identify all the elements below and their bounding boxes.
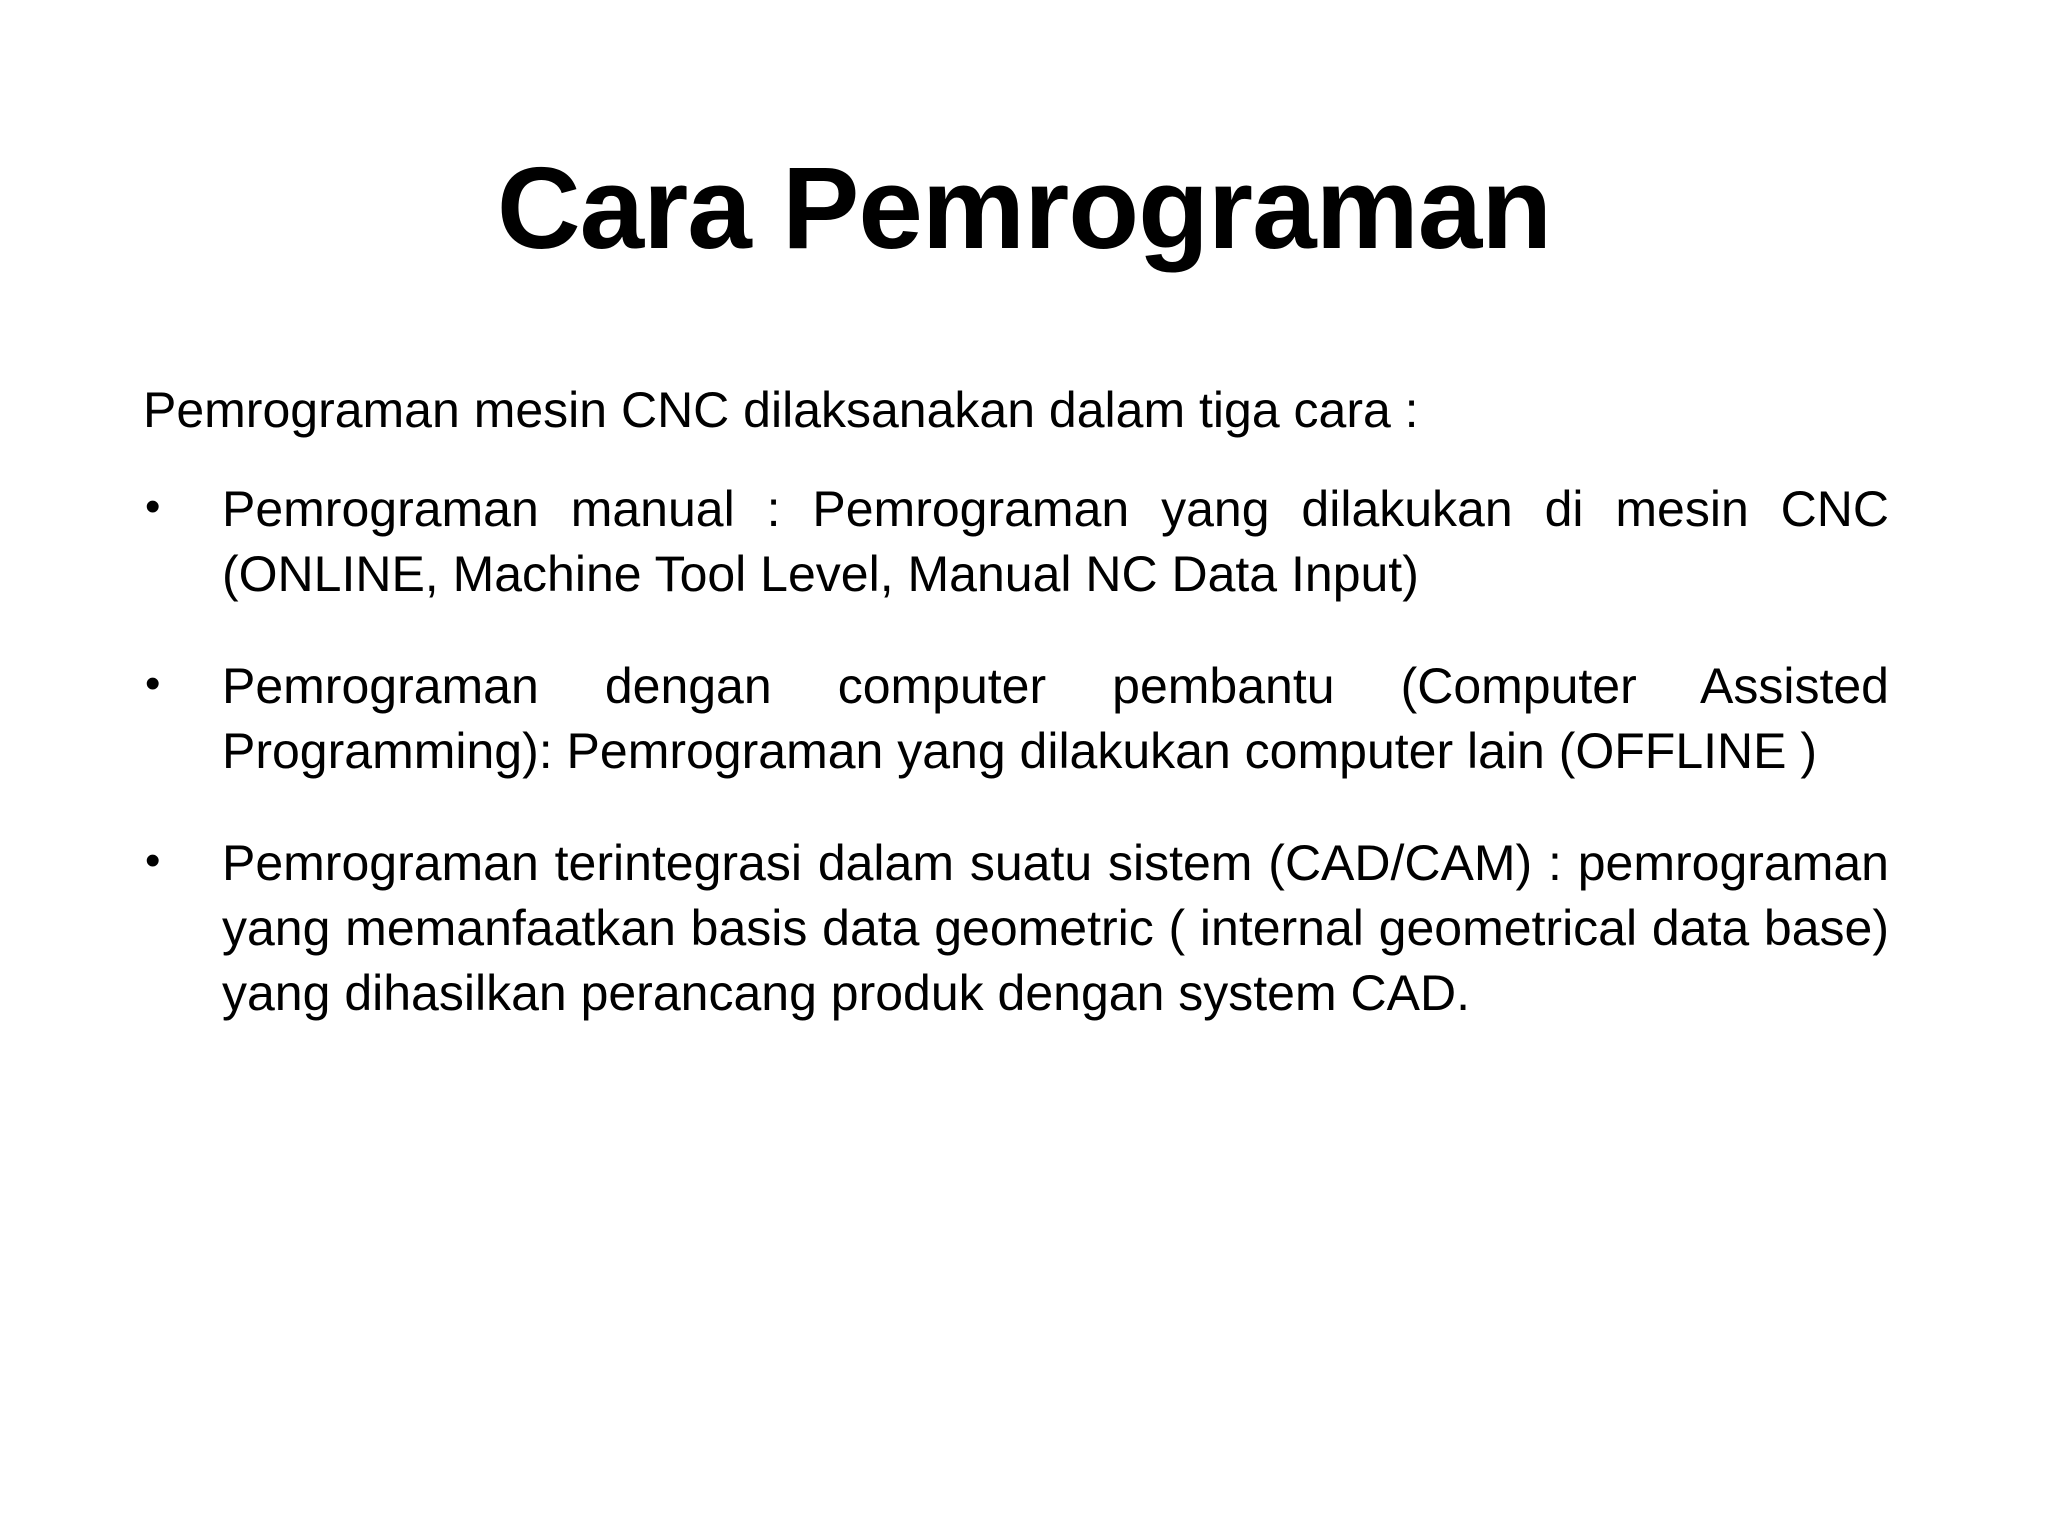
bullet-item-manual [143,477,1889,607]
intro-text: Pemrograman mesin CNC dilaksanakan dalam tiga cara : [143,382,1419,438]
bullet-text: Pemrograman manual : Pemrograman yang dilakukan di mesin CNC (ONLINE, Machine Tool Level, Manual NC Data Input) [222,481,1889,602]
bullet-text: Pemrograman dengan computer pembantu (Computer Assisted Programming): Pemrograman yang dilakukan computer lain (OFFLINE ) [222,658,1889,779]
bullet-text: Pemrograman terintegrasi dalam suatu sistem (CAD/CAM) : pemrograman yang memanfaatkan basis data geometric ( internal geometrical data base) yang dihasilkan perancang produk dengan system CAD. [222,835,1889,1021]
bullet-item-cad-cam [143,831,1889,1026]
bullet-list [143,477,1889,1026]
bullet-icon: • [145,659,161,708]
bullet-icon: • [145,482,161,531]
bullet-item-computer-assisted [143,654,1889,784]
bullet-icon: • [145,836,161,885]
slide-body [143,378,1889,1073]
slide-title: Cara Pemrograman [496,143,1552,273]
